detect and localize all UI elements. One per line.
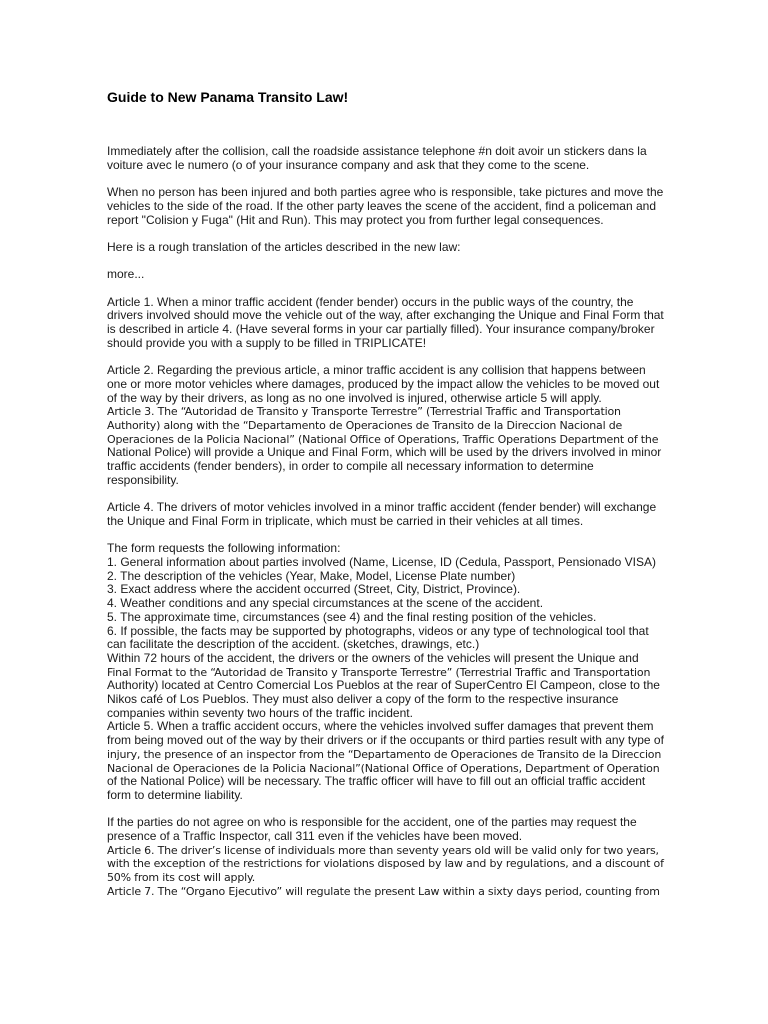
intro-line: voiture avec le numero (o of your insurance company and ask that they come to the scene. <box>107 157 590 172</box>
no-injury-line: report "Colision y Fuga" (Hit and Run). This may protect you from further legal consequences. <box>107 212 604 227</box>
disagree-line: presence of a Traffic Inspector, call 311 even if the vehicles have been moved. <box>107 829 523 844</box>
article-5-line: injury, the presence of an inspector from the “Departamento de Operaciones de Transito de la Direccion <box>107 747 662 761</box>
article-1-line: is described in article 4. (Have several forms in your car partially filled). Your insurance company/broker <box>107 322 655 337</box>
article-3-line: Authority) along with the “Departamento de Operaciones de Transito de la Direccion Nacional de <box>107 418 623 432</box>
form-item: 2. The description of the vehicles (Year, Make, Model, License Plate number) <box>107 568 516 583</box>
article-3-line: Article 3. The “Autoridad de Transito y Transporte Terrestre” (Terrestrial Traffic and Transportation <box>107 405 621 419</box>
form-item: 6. If possible, the facts may be supported by photographs, videos or any type of technological tool that <box>107 623 649 638</box>
article-7-line: Article 7. The “Organo Ejecutivo” will regulate the present Law within a sixty days period, counting from <box>107 884 660 898</box>
form-item: 3. Exact address where the accident occurred (Street, City, District, Province). <box>107 582 521 597</box>
article-3-line: Operaciones de la Policia Nacional” (National Office of Operations, Traffic Operations Department of the <box>107 432 659 446</box>
no-injury-line: vehicles to the side of the road. If the other party leaves the scene of the accident, find a policeman and <box>107 198 657 213</box>
within-72-line: companies within seventy two hours of the traffic incident. <box>107 705 413 720</box>
article-4 <box>107 501 667 528</box>
article-1 <box>107 296 667 351</box>
within-72-line: Within 72 hours of the accident, the drivers or the owners of the vehicles will present the Unique and <box>107 650 639 665</box>
form-item: 1. General information about parties involved (Name, License, ID (Cedula, Passport, Pensionado VISA) <box>107 554 656 569</box>
translation-intro <box>107 241 667 255</box>
form-item: 4. Weather conditions and any special circumstances at the scene of the accident. <box>107 596 544 611</box>
intro-line: Immediately after the collision, call the roadside assistance telephone #n doit avoir un stickers dans la <box>107 144 647 158</box>
intro-paragraph <box>107 145 667 172</box>
article-1-line: should provide you with a supply to be filled in TRIPLICATE! <box>107 335 427 350</box>
article-6-line: Article 6. The driver’s license of individuals more than seventy years old will be valid only for two years, <box>107 843 659 857</box>
article-2-line: of the way by their drivers, as long as no one involved is injured, otherwise article 5 will apply. <box>107 390 602 405</box>
article-6-line: 50% from its cost will apply. <box>107 871 256 885</box>
document-title: Guide to New Panama Transito Law! <box>107 89 349 105</box>
article-3-line: National Police) will provide a Unique and Final Form, which will be used by the drivers involved in minor <box>107 445 662 460</box>
article-4-line: Article 4. The drivers of motor vehicles involved in a minor traffic accident (fender bender) will exchange <box>107 500 657 515</box>
translation-intro-line: Here is a rough translation of the articles described in the new law: <box>107 239 461 254</box>
article-2-line: Article 2. Regarding the previous article, a minor traffic accident is any collision that happens between <box>107 363 646 378</box>
disagree-line: If the parties do not agree on who is responsible for the accident, one of the parties may request the <box>107 815 637 830</box>
article-5-line: of the National Police) will be necessary. The traffic officer will have to fill out an official traffic accident <box>107 774 646 789</box>
article-3-line: responsibility. <box>107 472 179 487</box>
article-5-line: Nacional de Operaciones de la Policia Nacional”(National Office of Operations, Department of Operation <box>107 761 660 775</box>
form-item: can facilitate the description of the accident. (sketches, drawings, etc.) <box>107 637 480 652</box>
disagree-and-articles-section <box>107 816 667 898</box>
article-2-line: one or more motor vehicles where damages, produced by the impact allow the vehicles to be moved out <box>107 376 660 391</box>
article-3-line: traffic accidents (fender benders), in order to compile all necessary information to determine <box>107 459 594 474</box>
more-line: more... <box>107 267 145 282</box>
more-text <box>107 268 667 282</box>
document-body <box>107 145 667 899</box>
article-4-line: the Unique and Final Form in triplicate, which must be carried in their vehicles at all times. <box>107 513 584 528</box>
form-intro: The form requests the following information: <box>107 541 341 556</box>
no-injury-line: When no person has been injured and both parties agree who is responsible, take pictures and move the <box>107 185 664 200</box>
article-6-line: with the exception of the restrictions for violations disposed by law and by regulations, and a discount of <box>107 857 664 871</box>
article-5-line: Article 5. When a traffic accident occurs, where the vehicles involved suffer damages that prevent them <box>107 719 654 734</box>
form-info-section <box>107 542 667 802</box>
article-1-line: drivers involved should move the vehicle out of the way, after exchanging the Unique and Final Form that <box>107 308 664 323</box>
form-item: 5. The approximate time, circumstances (see 4) and the final resting position of the vehicles. <box>107 609 597 624</box>
no-injury-paragraph <box>107 186 667 227</box>
article-1-line: Article 1. When a minor traffic accident (fender bender) occurs in the public ways of the country, the <box>107 294 634 309</box>
article-5-line: form to determine liability. <box>107 787 243 802</box>
within-72-line: Final Format to the “Autoridad de Transito y Transporte Terrestre” (Terrestrial Traffic and Transportation <box>107 665 651 679</box>
within-72-line: Nikos café of Los Pueblos. They must also deliver a copy of the form to the respective insurance <box>107 692 619 707</box>
within-72-line: Authority) located at Centro Comercial Los Pueblos at the rear of SuperCentro El Campeon, close to the <box>107 678 660 693</box>
article-5-line: from being moved out of the way by their drivers or if the occupants or third parties result with any type of <box>107 733 664 748</box>
article-2-3 <box>107 364 667 487</box>
